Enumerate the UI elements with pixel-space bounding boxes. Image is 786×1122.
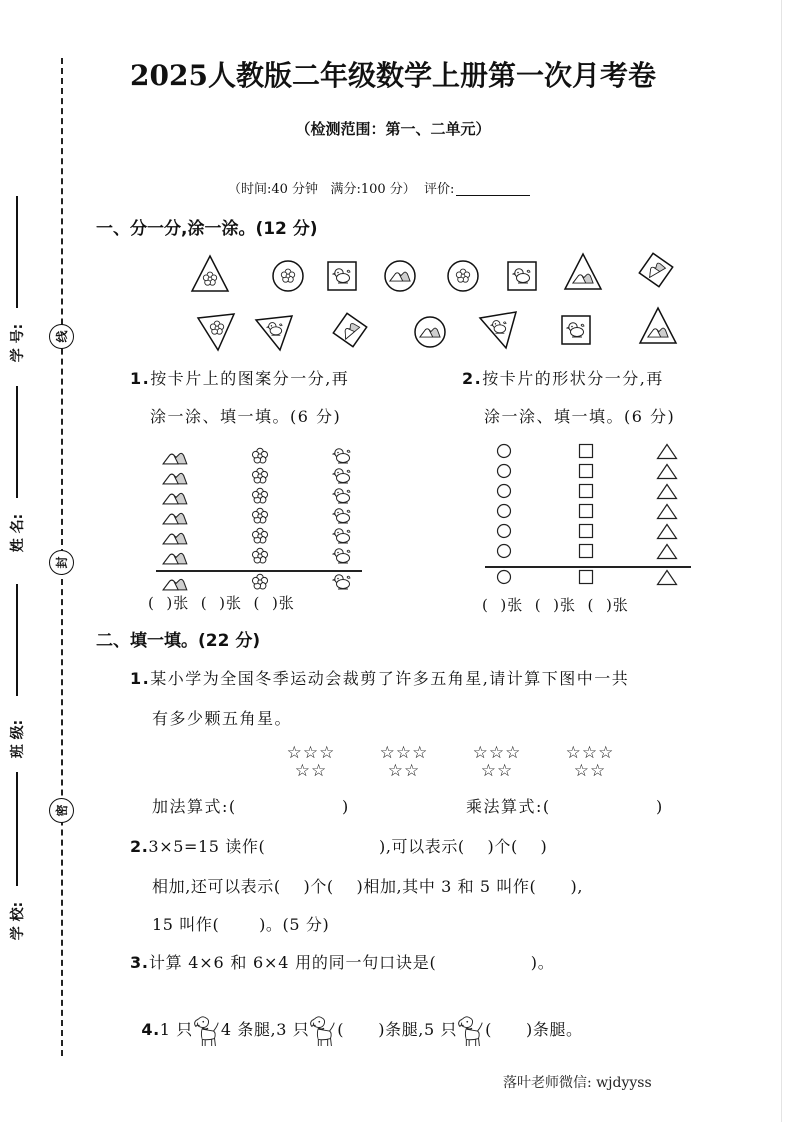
flower-icon[interactable] (251, 546, 269, 566)
evaluation-blank[interactable] (456, 195, 530, 196)
school-field (6, 896, 30, 946)
card-square-chick (502, 256, 542, 296)
s1-q2-line1 (462, 366, 664, 389)
chick-icon[interactable] (332, 526, 352, 546)
triangle-icon[interactable] (656, 441, 678, 461)
s2-q1-line2: 有多少颗五角星。 (152, 709, 293, 728)
square-icon[interactable] (578, 481, 594, 501)
star-group (464, 744, 530, 780)
dog-icon (309, 1015, 337, 1049)
student-id-line[interactable] (16, 196, 18, 308)
mountain-icon[interactable] (162, 508, 188, 528)
name-field (6, 508, 30, 558)
mountain-icon[interactable] (162, 468, 188, 488)
s1-q1-line1 (130, 366, 349, 389)
circle-icon[interactable] (496, 521, 512, 541)
square-icon[interactable] (578, 521, 594, 541)
circle-icon[interactable] (496, 567, 512, 587)
s2-q3-number: 3. (130, 953, 149, 972)
school-label: 学 校: (10, 901, 27, 941)
card-triangle-flower (190, 254, 230, 294)
s2-q1-line1 (130, 666, 629, 689)
s2-q4-text: 4 条腿,3 只 (220, 1020, 310, 1039)
addition-expression-blank[interactable]: 加法算式:( ) (152, 797, 350, 816)
circle-icon[interactable] (496, 501, 512, 521)
star-row: ☆☆☆ (472, 743, 522, 763)
mountain-icon[interactable] (162, 488, 188, 508)
s1-q1-answer-blanks[interactable]: ( )张 ( )张 ( )张 (148, 594, 295, 612)
star-row: ☆☆ (480, 761, 514, 781)
flower-icon[interactable] (251, 572, 269, 592)
card-circle-mountain (380, 256, 420, 296)
circle-icon[interactable] (496, 441, 512, 461)
star-group (371, 744, 437, 780)
square-icon[interactable] (578, 541, 594, 561)
flower-icon[interactable] (251, 466, 269, 486)
school-line[interactable] (16, 772, 18, 886)
s2-q2-text: 3×5=15 读作( ),可以表示( )个( ) (148, 837, 548, 856)
card-triangle-flower (196, 312, 236, 352)
mountain-icon[interactable] (162, 574, 188, 594)
star-group (557, 744, 623, 780)
card-triangle-chick (478, 310, 518, 350)
card-square-chick (556, 310, 596, 350)
star-row: ☆☆☆ (286, 743, 336, 763)
card-square-chick (322, 256, 362, 296)
card-triangle-mountain (563, 252, 603, 292)
chick-icon[interactable] (332, 572, 352, 592)
exam-scope: （检测范围：第一、二单元） (295, 120, 491, 138)
s1-q2-line2: 涂一涂、填一填。(6 分) (484, 407, 676, 426)
watermark: 落叶老师微信: wjdyyss (503, 1075, 652, 1091)
chick-icon[interactable] (332, 546, 352, 566)
star-row: ☆☆☆ (379, 743, 429, 763)
s1-q1-number: 1. (130, 369, 151, 388)
s2-q4-text: ( )条腿,5 只 (337, 1020, 458, 1039)
circle-icon[interactable] (496, 461, 512, 481)
exam-meta-text: （时间:40 分钟 满分:100 分） 评价: (228, 182, 455, 197)
s2-q3[interactable] (130, 950, 555, 973)
flower-icon[interactable] (251, 446, 269, 466)
seal-feng: 封 (49, 550, 74, 575)
s2-q2-number: 2. (130, 837, 149, 856)
triangle-icon[interactable] (656, 481, 678, 501)
page-edge (781, 0, 782, 1122)
mountain-icon[interactable] (162, 548, 188, 568)
multiplication-expression-blank[interactable]: 乘法算式:( ) (466, 797, 664, 816)
card-diamond-mountain (636, 250, 676, 290)
circle-icon[interactable] (496, 481, 512, 501)
flower-icon[interactable] (251, 486, 269, 506)
square-icon[interactable] (578, 567, 594, 587)
seal-mi: 密 (49, 798, 74, 823)
card-diamond-mountain (330, 310, 370, 350)
class-label: 班 级: (10, 719, 27, 759)
s1-q2-number: 2. (462, 369, 483, 388)
star-row: ☆☆ (573, 761, 607, 781)
triangle-icon[interactable] (656, 461, 678, 481)
student-id-label: 学 号: (10, 323, 27, 363)
exam-meta (228, 178, 530, 197)
s2-q3-text: 计算 4×6 和 6×4 用的同一句口诀是( )。 (148, 953, 555, 972)
chick-icon[interactable] (332, 506, 352, 526)
section1-heading: 一、分一分,涂一涂。(12 分) (96, 219, 318, 239)
square-icon[interactable] (578, 461, 594, 481)
chick-icon[interactable] (332, 466, 352, 486)
s2-q4-text: ( )条腿。 (485, 1020, 583, 1039)
flower-icon[interactable] (251, 526, 269, 546)
tally-col-mountain (162, 448, 188, 594)
class-field (6, 714, 30, 764)
chick-icon[interactable] (332, 446, 352, 466)
name-label: 姓 名: (10, 513, 27, 553)
s1-q2-text: 按卡片的形状分一分,再 (482, 369, 664, 388)
s2-q2-line1[interactable] (130, 834, 547, 857)
mountain-icon[interactable] (162, 528, 188, 548)
s2-q2-line2[interactable]: 相加,还可以表示( )个( )相加,其中 3 和 5 叫作( ), (152, 877, 584, 896)
mountain-icon[interactable] (162, 448, 188, 468)
student-id-field (6, 318, 30, 368)
s2-q4[interactable] (130, 996, 583, 1049)
s2-q2-line3[interactable]: 15 叫作( )。(5 分) (152, 915, 330, 934)
star-row: ☆☆ (294, 761, 328, 781)
s2-q1-number: 1. (130, 669, 151, 688)
s2-q1-text: 某小学为全国冬季运动会裁剪了许多五角星,请计算下图中一共 (150, 669, 630, 688)
dog-icon (457, 1015, 485, 1049)
triangle-icon[interactable] (656, 541, 678, 561)
s1-q1-line2: 涂一涂、填一填。(6 分) (150, 407, 342, 426)
card-triangle-chick (254, 312, 294, 352)
card-circle-flower (443, 256, 483, 296)
star-row: ☆☆☆ (565, 743, 615, 763)
triangle-icon[interactable] (656, 521, 678, 541)
s1-q1-text: 按卡片上的图案分一分,再 (150, 369, 350, 388)
card-triangle-mountain (638, 306, 678, 346)
square-icon[interactable] (578, 441, 594, 461)
class-line[interactable] (16, 584, 18, 696)
card-circle-flower (268, 256, 308, 296)
section2-heading: 二、填一填。(22 分) (96, 631, 261, 651)
s2-q4-number: 4. (141, 1020, 160, 1039)
triangle-icon[interactable] (656, 501, 678, 521)
name-line[interactable] (16, 386, 18, 498)
chick-icon[interactable] (332, 486, 352, 506)
star-row: ☆☆ (387, 761, 421, 781)
tally-baseline (156, 570, 362, 572)
tally-baseline (485, 566, 691, 568)
seal-xian: 线 (49, 324, 74, 349)
s2-q4-text: 1 只 (159, 1020, 193, 1039)
exam-title: 2025人教版二年级数学上册第一次月考卷 (130, 59, 656, 92)
flower-icon[interactable] (251, 506, 269, 526)
circle-icon[interactable] (496, 541, 512, 561)
triangle-icon[interactable] (656, 567, 678, 587)
star-group (278, 744, 344, 780)
dog-icon (193, 1015, 221, 1049)
s1-q2-answer-blanks[interactable]: ( )张 ( )张 ( )张 (482, 596, 629, 614)
card-circle-mountain (410, 312, 450, 352)
square-icon[interactable] (578, 501, 594, 521)
